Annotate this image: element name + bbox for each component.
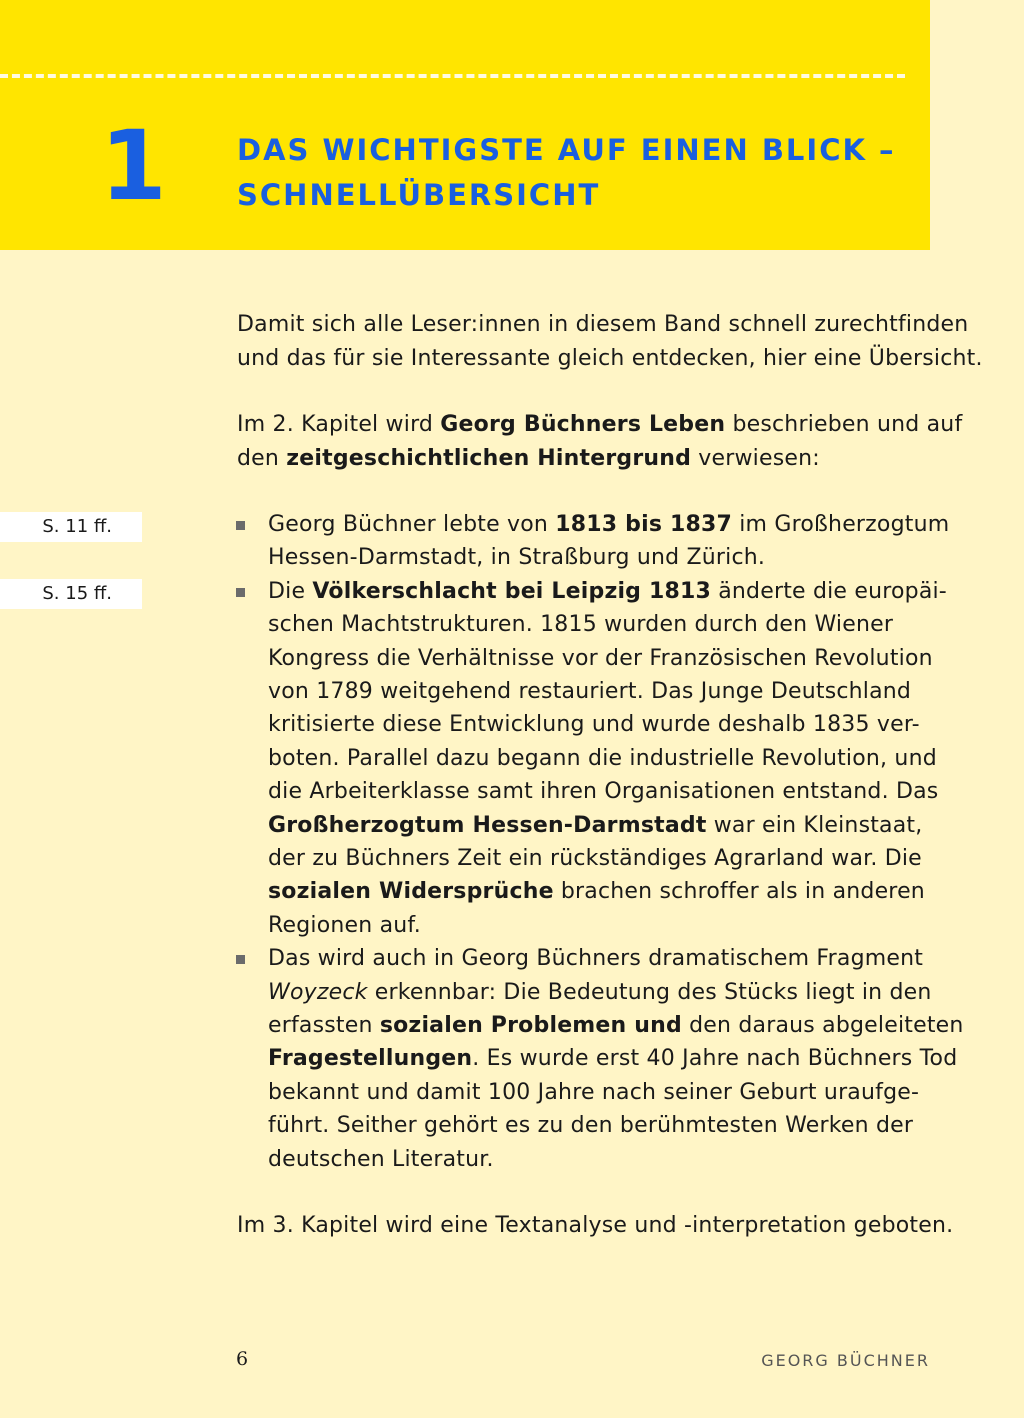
text: führt. Seither gehört es zu den berühmtesten Werken der [268,1113,914,1139]
bold-text: Fragestellungen [268,1046,473,1072]
text-line [268,710,920,740]
margin-page-ref: S. 11 ff. [0,512,142,542]
text-line [268,844,922,874]
text-line [237,1211,953,1241]
bold-text: sozialen Widersprüche [268,879,554,905]
running-head: GEORG BÜCHNER [761,1351,930,1370]
text-line [268,744,937,774]
text: beschrieben und auf [725,412,963,437]
text-line [268,1145,494,1175]
text: Regionen auf. [268,912,421,938]
text: deutschen Literatur. [268,1146,494,1172]
text: erfassten [268,1013,380,1038]
text-line [268,1044,957,1074]
text: verwiesen: [691,446,820,471]
text: von 1789 weitgehend restauriert. Das Junge Deutschland [268,679,912,704]
text-line [268,978,932,1008]
text: Im 3. Kapitel wird eine Textanalyse und -interpretation geboten. [237,1213,954,1238]
bold-text: Großherzogtum Hessen-Darmstadt [268,812,707,838]
chapter-number: 1 [100,110,167,222]
text-line [268,543,765,573]
text: den [237,446,287,471]
page-number: 6 [236,1348,249,1370]
text-line [268,510,949,540]
bold-text: Georg Büchners Leben [440,412,726,437]
text: Das wird auch in Georg Büchners dramatischem Fragment [268,946,924,972]
text-line [268,1111,913,1141]
bold-text: 1813 bis 1837 [555,512,732,537]
text: der zu Büchners Zeit ein rückständiges Agrarland war. Die [268,846,922,871]
text-line [268,610,893,640]
text: war ein Kleinstaat, [706,812,923,838]
text-line [237,310,968,340]
text: brachen schroffer als in anderen [553,879,925,905]
text: im Großherzogtum [732,512,950,537]
dashed-divider [0,74,905,78]
chapter-title [237,128,896,218]
text: den daraus abgeleiteten [681,1013,964,1038]
bold-text: sozialen Problemen und [379,1013,682,1038]
text-line [268,944,923,974]
text: bekannt und damit 100 Jahre nach seiner Geburt uraufge- [268,1079,920,1105]
text: die Arbeiterklasse samt ihren Organisationen entstand. Das [268,779,939,805]
text-line [268,644,933,674]
text: schen Machtstrukturen. 1815 wurden durch den Wiener [268,612,894,638]
text: . Es wurde erst 40 Jahre nach Büchners Tod [472,1046,958,1072]
text: änderte die europäi- [711,578,947,604]
chapter-title-line: DAS WICHTIGSTE AUF EINEN BLICK – [237,133,896,167]
text-line [237,344,983,374]
bullet-icon [236,521,245,530]
text-line [268,1078,919,1108]
text: boten. Parallel dazu begann die industrielle Revolution, und [268,745,937,771]
text-line [237,410,962,440]
margin-page-ref: S. 15 ff. [0,579,142,609]
bullet-icon [236,955,245,964]
text-line [268,677,911,707]
text-line [268,811,922,841]
text-line [268,577,947,607]
text: erkennbar: Die Bedeutung des Stücks liegt in den [367,979,932,1005]
bullet-icon [236,588,245,597]
text-line [268,1011,964,1041]
text-line [268,777,938,807]
text: Kongress die Verhältnisse vor der Französischen Revolution [268,645,933,671]
text-line [268,877,925,907]
text: kritisierte diese Entwicklung und wurde deshalb 1835 ver- [268,712,920,738]
chapter-title-line: SCHNELLÜBERSICHT [237,178,601,212]
text: Georg Büchner lebte von [268,512,556,537]
text: Hessen-Darmstadt, in Straßburg und Zürich. [268,545,766,571]
bold-text: zeitgeschichtlichen Hintergrund [286,446,692,471]
text: Im 2. Kapitel wird [237,412,441,437]
text: Damit sich alle Leser:innen in diesem Band schnell zurechtfinden [237,312,969,337]
text: Die [268,578,313,604]
text-line [237,444,820,474]
text: und das für sie Interessante gleich entdecken, hier eine Übersicht. [237,346,983,371]
text-line [268,911,421,941]
italic-text: Woyzeck [268,979,368,1005]
bold-text: Völkerschlacht bei Leipzig 1813 [312,578,712,604]
